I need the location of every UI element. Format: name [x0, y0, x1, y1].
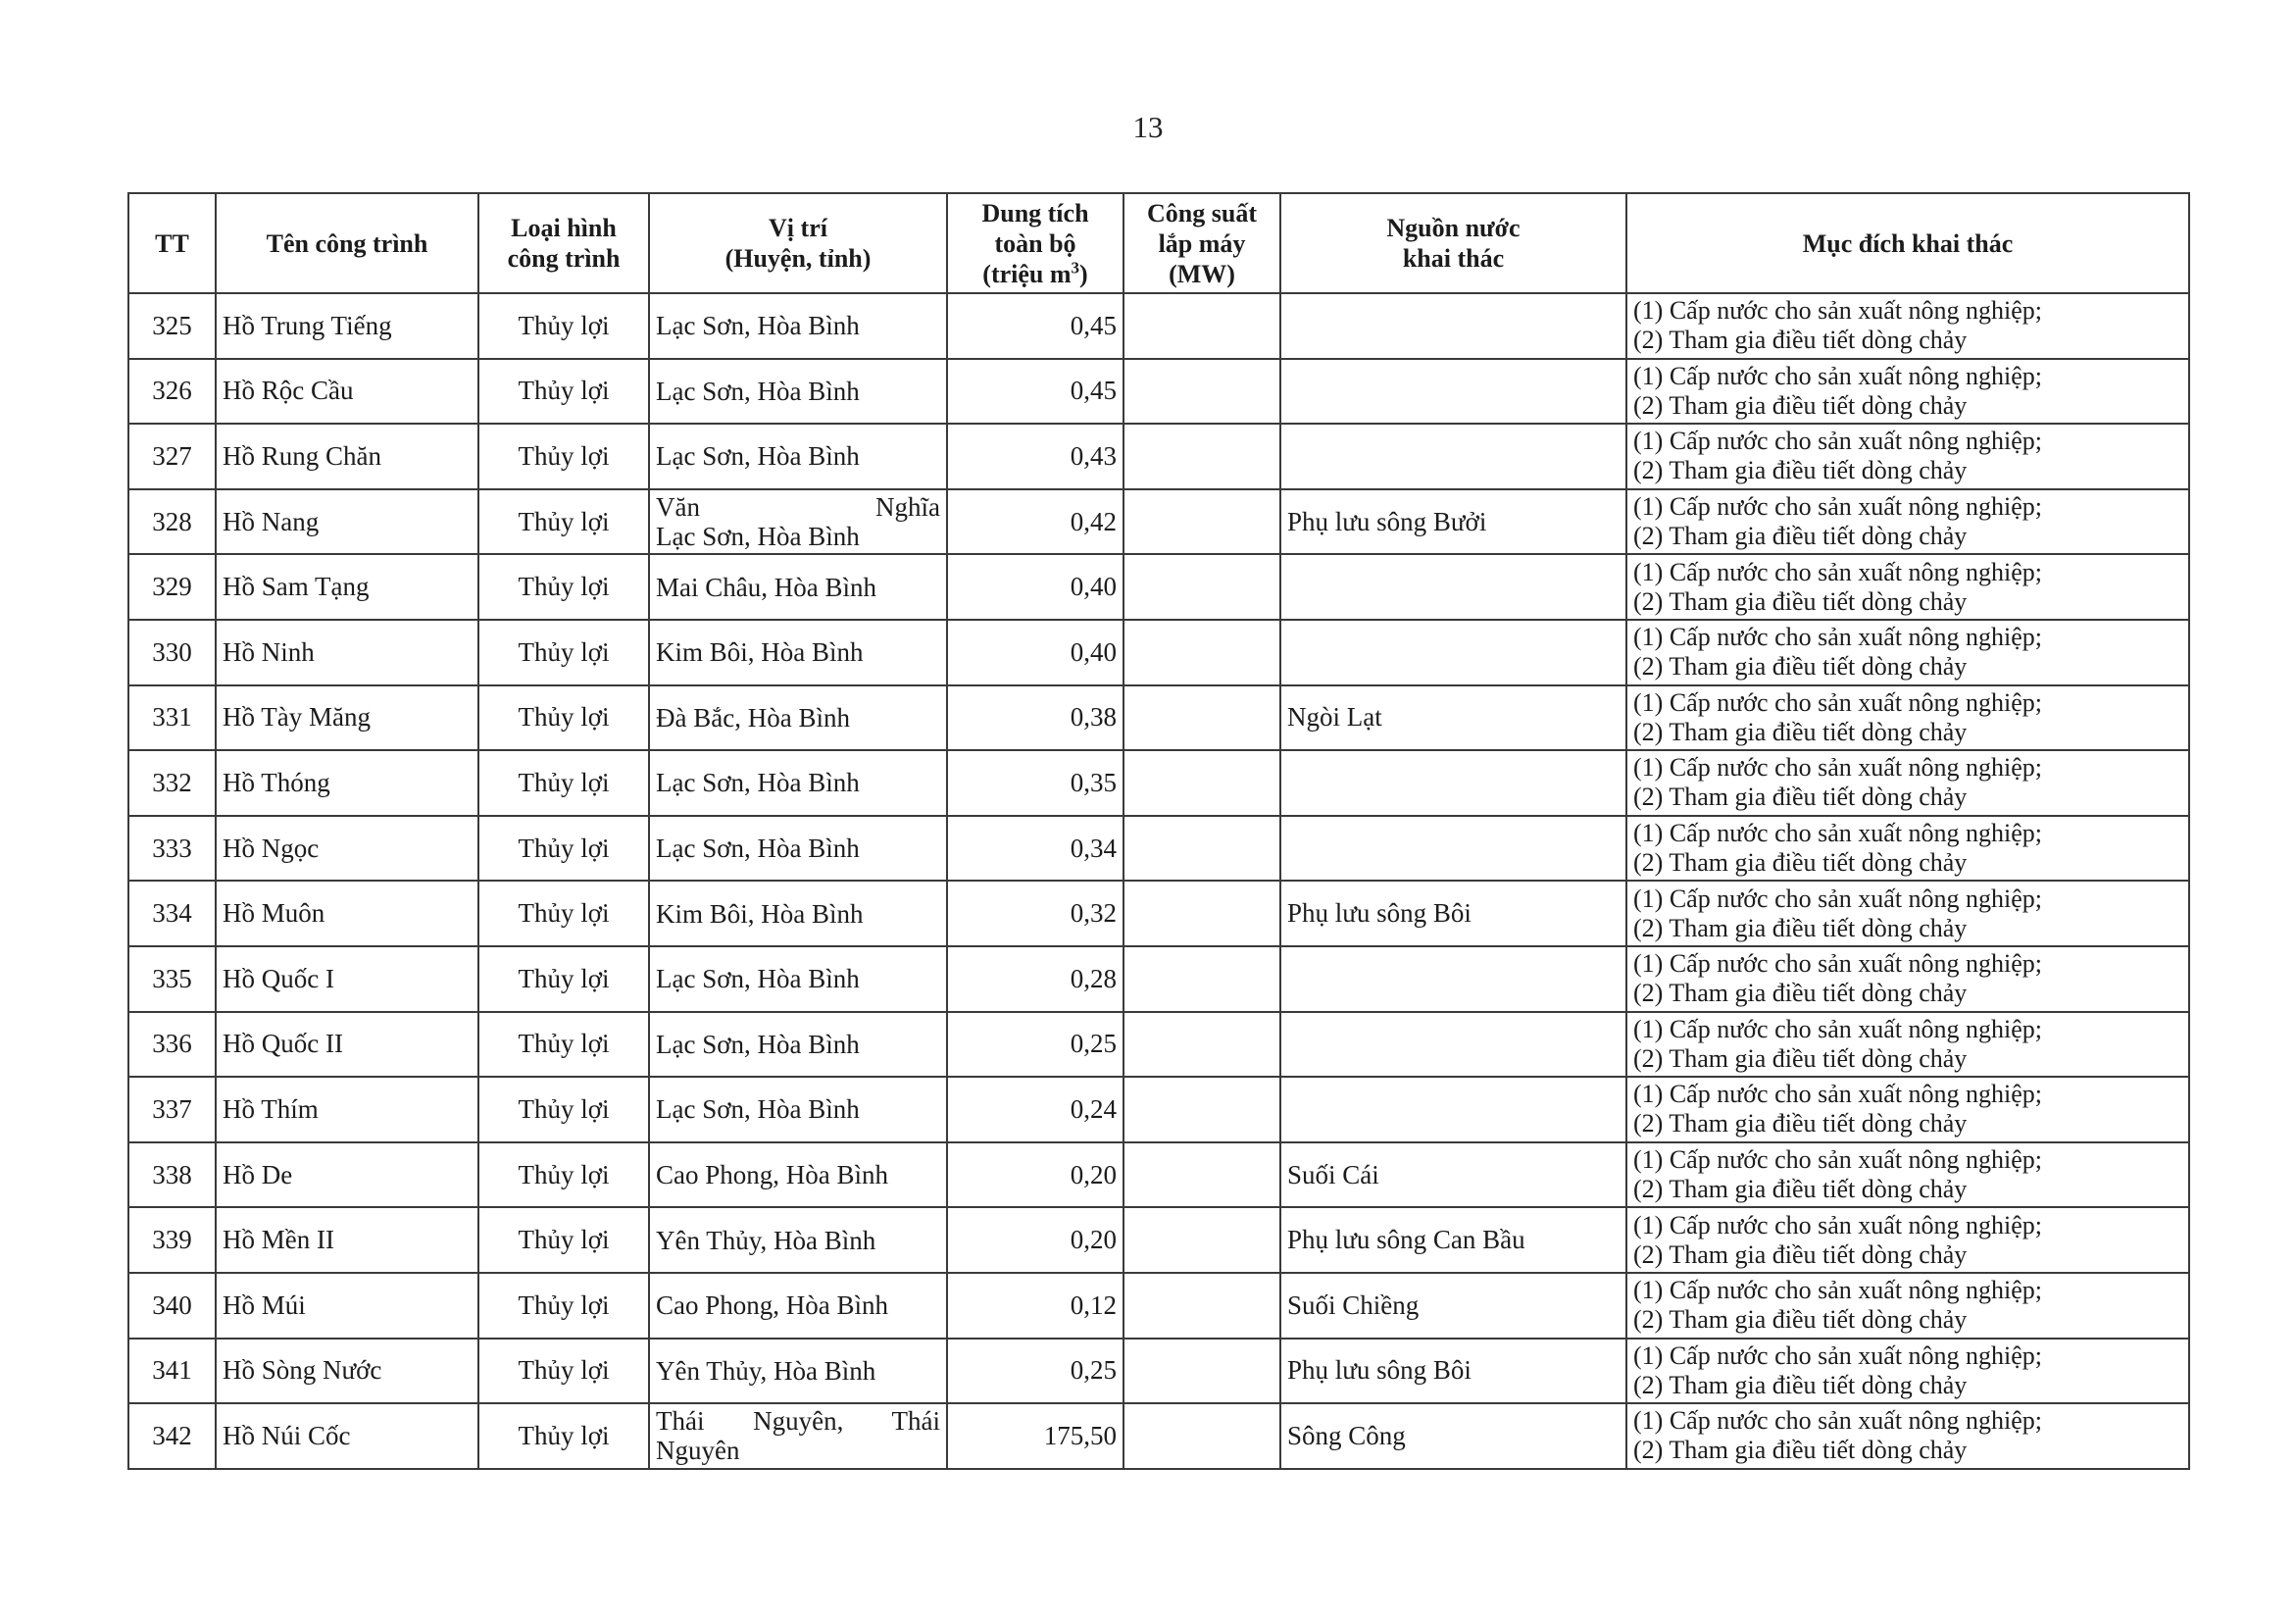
cell-purpose — [1626, 359, 2189, 425]
cell-capacity: 175,50 — [947, 1403, 1123, 1469]
header-type-line1: Loại hình — [511, 214, 617, 242]
cell-location: Kim Bôi, Hòa Bình — [649, 620, 947, 685]
cell-location: Lạc Sơn, Hòa Bình — [649, 750, 947, 816]
cell-tt: 338 — [128, 1142, 216, 1208]
cell-capacity: 0,12 — [947, 1273, 1123, 1339]
purpose-line-1: (1) Cấp nước cho sản xuất nông nghiệp; — [1633, 819, 2043, 848]
purpose-line-1: (1) Cấp nước cho sản xuất nông nghiệp; — [1633, 884, 2043, 913]
cell-purpose — [1626, 554, 2189, 620]
location-line-2: Lạc Sơn, Hòa Bình — [656, 522, 860, 552]
cell-tt: 330 — [128, 620, 216, 685]
cell-tt: 339 — [128, 1207, 216, 1273]
header-name: Tên công trình — [216, 193, 478, 293]
cell-power — [1123, 1273, 1280, 1339]
cell-power — [1123, 881, 1280, 946]
page-number: 13 — [1132, 110, 1164, 144]
table-row — [128, 489, 2189, 555]
cell-capacity: 0,35 — [947, 750, 1123, 816]
cell-capacity: 0,25 — [947, 1339, 1123, 1404]
cell-capacity: 0,45 — [947, 293, 1123, 359]
cell-purpose — [1626, 750, 2189, 816]
cell-source: Suối Cái — [1280, 1142, 1626, 1208]
header-purpose: Mục đích khai thác — [1626, 193, 2189, 293]
header-source-line1: Nguồn nước — [1386, 214, 1521, 242]
purpose-line-2: (2) Tham gia điều tiết dòng chảy — [1633, 1305, 1968, 1335]
cell-type: Thủy lợi — [478, 1142, 649, 1208]
header-capacity-line3: (triệu m — [982, 259, 1072, 288]
purpose-line-1: (1) Cấp nước cho sản xuất nông nghiệp; — [1633, 557, 2043, 586]
location-line-2: Nguyên — [656, 1436, 740, 1466]
cell-name: Hồ Quốc I — [216, 946, 478, 1012]
cell-location: Yên Thủy, Hòa Bình — [649, 1339, 947, 1404]
cell-location: Cao Phong, Hòa Bình — [649, 1273, 947, 1339]
cell-type: Thủy lợi — [478, 359, 649, 425]
cell-power — [1123, 424, 1280, 489]
purpose-line-2: (2) Tham gia điều tiết dòng chảy — [1633, 1109, 1968, 1138]
cell-power — [1123, 1207, 1280, 1273]
purpose-line-2: (2) Tham gia điều tiết dòng chảy — [1633, 586, 1968, 616]
reservoir-table — [127, 192, 2190, 1470]
cell-location: Lạc Sơn, Hòa Bình — [649, 359, 947, 425]
cell-name: Hồ Núi Cốc — [216, 1403, 478, 1469]
purpose-line-2: (2) Tham gia điều tiết dòng chảy — [1633, 913, 1968, 942]
cell-name: Hồ Ngọc — [216, 816, 478, 882]
purpose-line-2: (2) Tham gia điều tiết dòng chảy — [1633, 717, 1968, 746]
cell-source: Suối Chiềng — [1280, 1273, 1626, 1339]
header-capacity — [947, 193, 1123, 293]
cell-name: Hồ De — [216, 1142, 478, 1208]
cell-power — [1123, 1339, 1280, 1404]
cell-source — [1280, 750, 1626, 816]
header-capacity-line2: toàn bộ — [994, 228, 1076, 258]
cell-power — [1123, 489, 1280, 555]
cell-source: Sông Công — [1280, 1403, 1626, 1469]
cell-location: Kim Bôi, Hòa Bình — [649, 881, 947, 946]
cell-source: Phụ lưu sông Bôi — [1280, 1339, 1626, 1404]
header-source — [1280, 193, 1626, 293]
table-row — [128, 424, 2189, 489]
purpose-line-1: (1) Cấp nước cho sản xuất nông nghiệp; — [1633, 1014, 2043, 1043]
header-location-line2: (Huyện, tỉnh) — [724, 244, 872, 273]
header-capacity-sup: 3 — [1071, 257, 1080, 277]
cell-purpose — [1626, 946, 2189, 1012]
cell-tt: 333 — [128, 816, 216, 882]
purpose-line-1: (1) Cấp nước cho sản xuất nông nghiệp; — [1633, 1276, 2043, 1305]
cell-purpose — [1626, 293, 2189, 359]
cell-type: Thủy lợi — [478, 1012, 649, 1078]
cell-power — [1123, 685, 1280, 751]
cell-type: Thủy lợi — [478, 1077, 649, 1142]
cell-power — [1123, 750, 1280, 816]
cell-location: Mai Châu, Hòa Bình — [649, 554, 947, 620]
cell-name: Hồ Rung Chăn — [216, 424, 478, 489]
cell-purpose — [1626, 816, 2189, 882]
table-header-row — [128, 193, 2189, 293]
purpose-line-1: (1) Cấp nước cho sản xuất nông nghiệp; — [1633, 1145, 2043, 1175]
purpose-line-1: (1) Cấp nước cho sản xuất nông nghiệp; — [1633, 1406, 2043, 1436]
table-row — [128, 554, 2189, 620]
cell-type: Thủy lợi — [478, 1273, 649, 1339]
cell-name: Hồ Rộc Cầu — [216, 359, 478, 425]
table-row — [128, 1012, 2189, 1078]
cell-purpose — [1626, 1339, 2189, 1404]
cell-tt: 332 — [128, 750, 216, 816]
purpose-line-2: (2) Tham gia điều tiết dòng chảy — [1633, 848, 1968, 878]
cell-type: Thủy lợi — [478, 1207, 649, 1273]
cell-tt: 325 — [128, 293, 216, 359]
cell-source — [1280, 359, 1626, 425]
cell-power — [1123, 816, 1280, 882]
cell-type: Thủy lợi — [478, 620, 649, 685]
header-location — [649, 193, 947, 293]
cell-capacity: 0,43 — [947, 424, 1123, 489]
cell-source: Phụ lưu sông Bôi — [1280, 881, 1626, 946]
cell-source: Phụ lưu sông Bưởi — [1280, 489, 1626, 555]
cell-source — [1280, 946, 1626, 1012]
cell-name: Hồ Tày Măng — [216, 685, 478, 751]
cell-capacity: 0,40 — [947, 620, 1123, 685]
purpose-line-1: (1) Cấp nước cho sản xuất nông nghiệp; — [1633, 949, 2043, 979]
cell-purpose — [1626, 1142, 2189, 1208]
cell-type: Thủy lợi — [478, 1403, 649, 1469]
cell-location: Lạc Sơn, Hòa Bình — [649, 1012, 947, 1078]
cell-tt: 335 — [128, 946, 216, 1012]
cell-power — [1123, 359, 1280, 425]
cell-source — [1280, 554, 1626, 620]
cell-type: Thủy lợi — [478, 685, 649, 751]
cell-type: Thủy lợi — [478, 881, 649, 946]
header-power-line3: (MW) — [1169, 259, 1235, 288]
purpose-line-1: (1) Cấp nước cho sản xuất nông nghiệp; — [1633, 623, 2043, 652]
purpose-line-2: (2) Tham gia điều tiết dòng chảy — [1633, 522, 1968, 551]
cell-type: Thủy lợi — [478, 946, 649, 1012]
header-power — [1123, 193, 1280, 293]
purpose-line-1: (1) Cấp nước cho sản xuất nông nghiệp; — [1633, 1340, 2043, 1370]
purpose-line-2: (2) Tham gia điều tiết dòng chảy — [1633, 1043, 1968, 1073]
purpose-line-2: (2) Tham gia điều tiết dòng chảy — [1633, 1239, 1968, 1269]
cell-name: Hồ Muôn — [216, 881, 478, 946]
cell-source — [1280, 293, 1626, 359]
purpose-line-1: (1) Cấp nước cho sản xuất nông nghiệp; — [1633, 361, 2043, 390]
cell-location — [649, 489, 947, 555]
cell-location: Đà Bắc, Hòa Bình — [649, 685, 947, 751]
table-row — [128, 1142, 2189, 1208]
cell-location: Cao Phong, Hòa Bình — [649, 1142, 947, 1208]
table-row — [128, 1339, 2189, 1404]
cell-name: Hồ Múi — [216, 1273, 478, 1339]
purpose-line-2: (2) Tham gia điều tiết dòng chảy — [1633, 783, 1968, 812]
cell-location: Lạc Sơn, Hòa Bình — [649, 424, 947, 489]
cell-purpose — [1626, 1403, 2189, 1469]
cell-type: Thủy lợi — [478, 293, 649, 359]
cell-tt: 334 — [128, 881, 216, 946]
cell-location: Lạc Sơn, Hòa Bình — [649, 1077, 947, 1142]
table-row — [128, 816, 2189, 882]
cell-name: Hồ Quốc II — [216, 1012, 478, 1078]
purpose-line-1: (1) Cấp nước cho sản xuất nông nghiệp; — [1633, 1080, 2043, 1109]
cell-tt: 336 — [128, 1012, 216, 1078]
cell-purpose — [1626, 1273, 2189, 1339]
cell-power — [1123, 1077, 1280, 1142]
header-tt: TT — [128, 193, 216, 293]
header-capacity-close: ) — [1079, 259, 1088, 288]
cell-capacity: 0,40 — [947, 554, 1123, 620]
cell-tt: 341 — [128, 1339, 216, 1404]
cell-capacity: 0,42 — [947, 489, 1123, 555]
cell-type: Thủy lợi — [478, 816, 649, 882]
cell-purpose — [1626, 489, 2189, 555]
cell-tt: 328 — [128, 489, 216, 555]
table-row — [128, 881, 2189, 946]
cell-location: Lạc Sơn, Hòa Bình — [649, 946, 947, 1012]
cell-tt: 331 — [128, 685, 216, 751]
cell-source — [1280, 620, 1626, 685]
cell-purpose — [1626, 881, 2189, 946]
table-row — [128, 1207, 2189, 1273]
table-row — [128, 620, 2189, 685]
cell-power — [1123, 293, 1280, 359]
purpose-line-2: (2) Tham gia điều tiết dòng chảy — [1633, 326, 1968, 355]
cell-capacity: 0,20 — [947, 1207, 1123, 1273]
cell-location: Yên Thủy, Hòa Bình — [649, 1207, 947, 1273]
cell-tt: 340 — [128, 1273, 216, 1339]
cell-power — [1123, 554, 1280, 620]
cell-power — [1123, 620, 1280, 685]
cell-capacity: 0,25 — [947, 1012, 1123, 1078]
cell-tt: 327 — [128, 424, 216, 489]
cell-type: Thủy lợi — [478, 554, 649, 620]
cell-type: Thủy lợi — [478, 750, 649, 816]
header-type-line2: công trình — [507, 244, 621, 273]
purpose-line-2: (2) Tham gia điều tiết dòng chảy — [1633, 1436, 1968, 1465]
cell-capacity: 0,20 — [947, 1142, 1123, 1208]
cell-tt: 337 — [128, 1077, 216, 1142]
cell-capacity: 0,24 — [947, 1077, 1123, 1142]
cell-source — [1280, 424, 1626, 489]
purpose-line-2: (2) Tham gia điều tiết dòng chảy — [1633, 1175, 1968, 1204]
purpose-line-2: (2) Tham gia điều tiết dòng chảy — [1633, 1370, 1968, 1399]
cell-capacity: 0,28 — [947, 946, 1123, 1012]
cell-power — [1123, 1142, 1280, 1208]
purpose-line-1: (1) Cấp nước cho sản xuất nông nghiệp; — [1633, 492, 2043, 522]
purpose-line-1: (1) Cấp nước cho sản xuất nông nghiệp; — [1633, 296, 2043, 326]
cell-name: Hồ Sòng Nước — [216, 1339, 478, 1404]
cell-type: Thủy lợi — [478, 489, 649, 555]
cell-location: Lạc Sơn, Hòa Bình — [649, 293, 947, 359]
purpose-line-1: (1) Cấp nước cho sản xuất nông nghiệp; — [1633, 1210, 2043, 1239]
cell-location — [649, 1403, 947, 1469]
cell-location: Lạc Sơn, Hòa Bình — [649, 816, 947, 882]
table-row — [128, 293, 2189, 359]
header-power-line2: lắp máy — [1158, 228, 1246, 258]
purpose-line-2: (2) Tham gia điều tiết dòng chảy — [1633, 456, 1968, 485]
table-row — [128, 1077, 2189, 1142]
table-row — [128, 1273, 2189, 1339]
location-line-1: Thái Nguyên, Thái — [656, 1406, 940, 1437]
cell-purpose — [1626, 1077, 2189, 1142]
cell-name: Hồ Trung Tiếng — [216, 293, 478, 359]
cell-source — [1280, 1012, 1626, 1078]
header-source-line2: khai thác — [1402, 244, 1505, 273]
cell-purpose — [1626, 1207, 2189, 1273]
header-capacity-line1: Dung tích — [981, 198, 1089, 228]
cell-power — [1123, 946, 1280, 1012]
header-location-line1: Vị trí — [769, 214, 827, 242]
table-row — [128, 685, 2189, 751]
cell-name: Hồ Ninh — [216, 620, 478, 685]
cell-source — [1280, 816, 1626, 882]
header-power-line1: Công suất — [1147, 198, 1257, 228]
cell-power — [1123, 1012, 1280, 1078]
cell-name: Hồ Thóng — [216, 750, 478, 816]
cell-source: Ngòi Lạt — [1280, 685, 1626, 751]
cell-name: Hồ Nang — [216, 489, 478, 555]
cell-tt: 342 — [128, 1403, 216, 1469]
cell-tt: 326 — [128, 359, 216, 425]
cell-type: Thủy lợi — [478, 424, 649, 489]
cell-capacity: 0,32 — [947, 881, 1123, 946]
cell-type: Thủy lợi — [478, 1339, 649, 1404]
table-row — [128, 1403, 2189, 1469]
purpose-line-1: (1) Cấp nước cho sản xuất nông nghiệp; — [1633, 753, 2043, 783]
cell-purpose — [1626, 685, 2189, 751]
cell-capacity: 0,45 — [947, 359, 1123, 425]
purpose-line-1: (1) Cấp nước cho sản xuất nông nghiệp; — [1633, 687, 2043, 717]
table-row — [128, 946, 2189, 1012]
cell-name: Hồ Sam Tạng — [216, 554, 478, 620]
header-type — [478, 193, 649, 293]
cell-tt: 329 — [128, 554, 216, 620]
cell-capacity: 0,34 — [947, 816, 1123, 882]
cell-capacity: 0,38 — [947, 685, 1123, 751]
purpose-line-2: (2) Tham gia điều tiết dòng chảy — [1633, 979, 1968, 1008]
cell-name: Hồ Mền II — [216, 1207, 478, 1273]
cell-purpose — [1626, 620, 2189, 685]
table-row — [128, 750, 2189, 816]
cell-purpose — [1626, 424, 2189, 489]
cell-source — [1280, 1077, 1626, 1142]
cell-power — [1123, 1403, 1280, 1469]
location-line-1: Văn Nghĩa — [656, 492, 940, 523]
purpose-line-2: (2) Tham gia điều tiết dòng chảy — [1633, 390, 1968, 420]
cell-source: Phụ lưu sông Can Bầu — [1280, 1207, 1626, 1273]
cell-name: Hồ Thím — [216, 1077, 478, 1142]
purpose-line-2: (2) Tham gia điều tiết dòng chảy — [1633, 652, 1968, 682]
purpose-line-1: (1) Cấp nước cho sản xuất nông nghiệp; — [1633, 427, 2043, 456]
cell-purpose — [1626, 1012, 2189, 1078]
table-row — [128, 359, 2189, 425]
